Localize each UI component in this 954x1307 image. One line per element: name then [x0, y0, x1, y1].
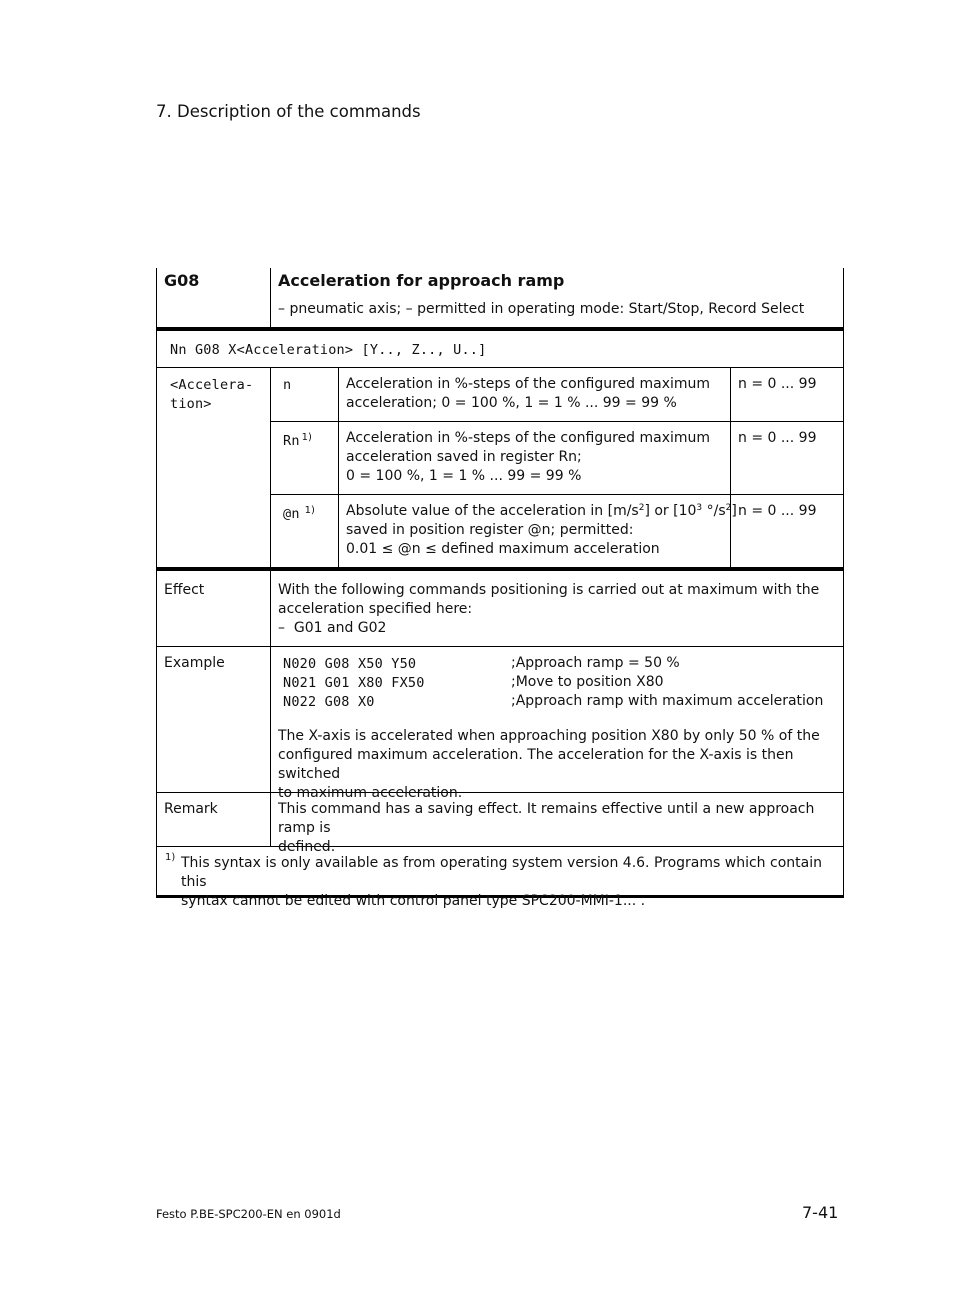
example-label: Example: [164, 655, 225, 671]
param-var-rn: Rn $^{1)}$: [283, 432, 312, 449]
param-range-n: n = 0 ... 99: [738, 376, 817, 392]
param-range-at: n = 0 ... 99: [738, 503, 817, 519]
footnote-mark: 1): [165, 852, 176, 863]
page-number: 7-41: [802, 1203, 839, 1222]
remark-text: This command has a saving effect. It remains effective until a new approach ramp is defined.: [278, 801, 815, 855]
command-title: Acceleration for approach ramp: [278, 271, 565, 290]
effect-label: Effect: [164, 582, 205, 598]
section-heading: 7. Description of the commands: [156, 102, 421, 121]
example-text: The X-axis is accelerated when approaching position X80 by only 50 % of the configured maximum acceleration. The acceleration for the X-axis is then switched to maximum acceleration.: [278, 728, 820, 801]
command-code: G08: [164, 271, 200, 290]
param-desc-at: Absolute value of the acceleration in $[m/s^2]$ or [$10^3$ $^\circ/s^2$] saved in position register @n; permitted: 0.01 ≤ @n ≤ defined maximum acceleration: [346, 503, 737, 557]
param-name: <Accelera- tion>: [170, 377, 254, 412]
command-subtitle: – pneumatic axis; – permitted in operating mode: Start/Stop, Record Select: [278, 301, 805, 317]
param-desc-n: Acceleration in %-steps of the configured maximum acceleration; 0 = 100 %, 1 = 1 % ... 99 = 99 %: [346, 376, 711, 411]
example-code: N020 G08 X50 Y50 N021 G01 X80 FX50 N022 G08 X0: [283, 656, 425, 710]
param-var-n: n: [283, 377, 292, 393]
param-var-at: @n $^{1)}$: [283, 505, 315, 522]
effect-text: With the following commands positioning is carried out at maximum with the acceleration specified here: – G01 and G02: [278, 582, 820, 636]
param-desc-rn: Acceleration in %-steps of the configured maximum acceleration saved in register Rn; 0 = 100 %, 1 = 1 % ... 99 = 99 %: [346, 430, 711, 484]
remark-label: Remark: [164, 801, 218, 817]
syntax-line: Nn G08 X<Acceleration> [Y.., Z.., U..]: [170, 342, 487, 358]
footer-doc-id: Festo P.BE-SPC200-EN en 0901d: [156, 1207, 341, 1221]
param-range-rn: n = 0 ... 99: [738, 430, 817, 446]
footnote-text: This syntax is only available as from operating system version 4.6. Programs which contain this syntax cannot be edited with control panel type SPC200-MMI-1... .: [181, 855, 822, 909]
example-comments: ;Approach ramp = 50 % ;Move to position X80 ;Approach ramp with maximum acceleration: [511, 655, 824, 709]
